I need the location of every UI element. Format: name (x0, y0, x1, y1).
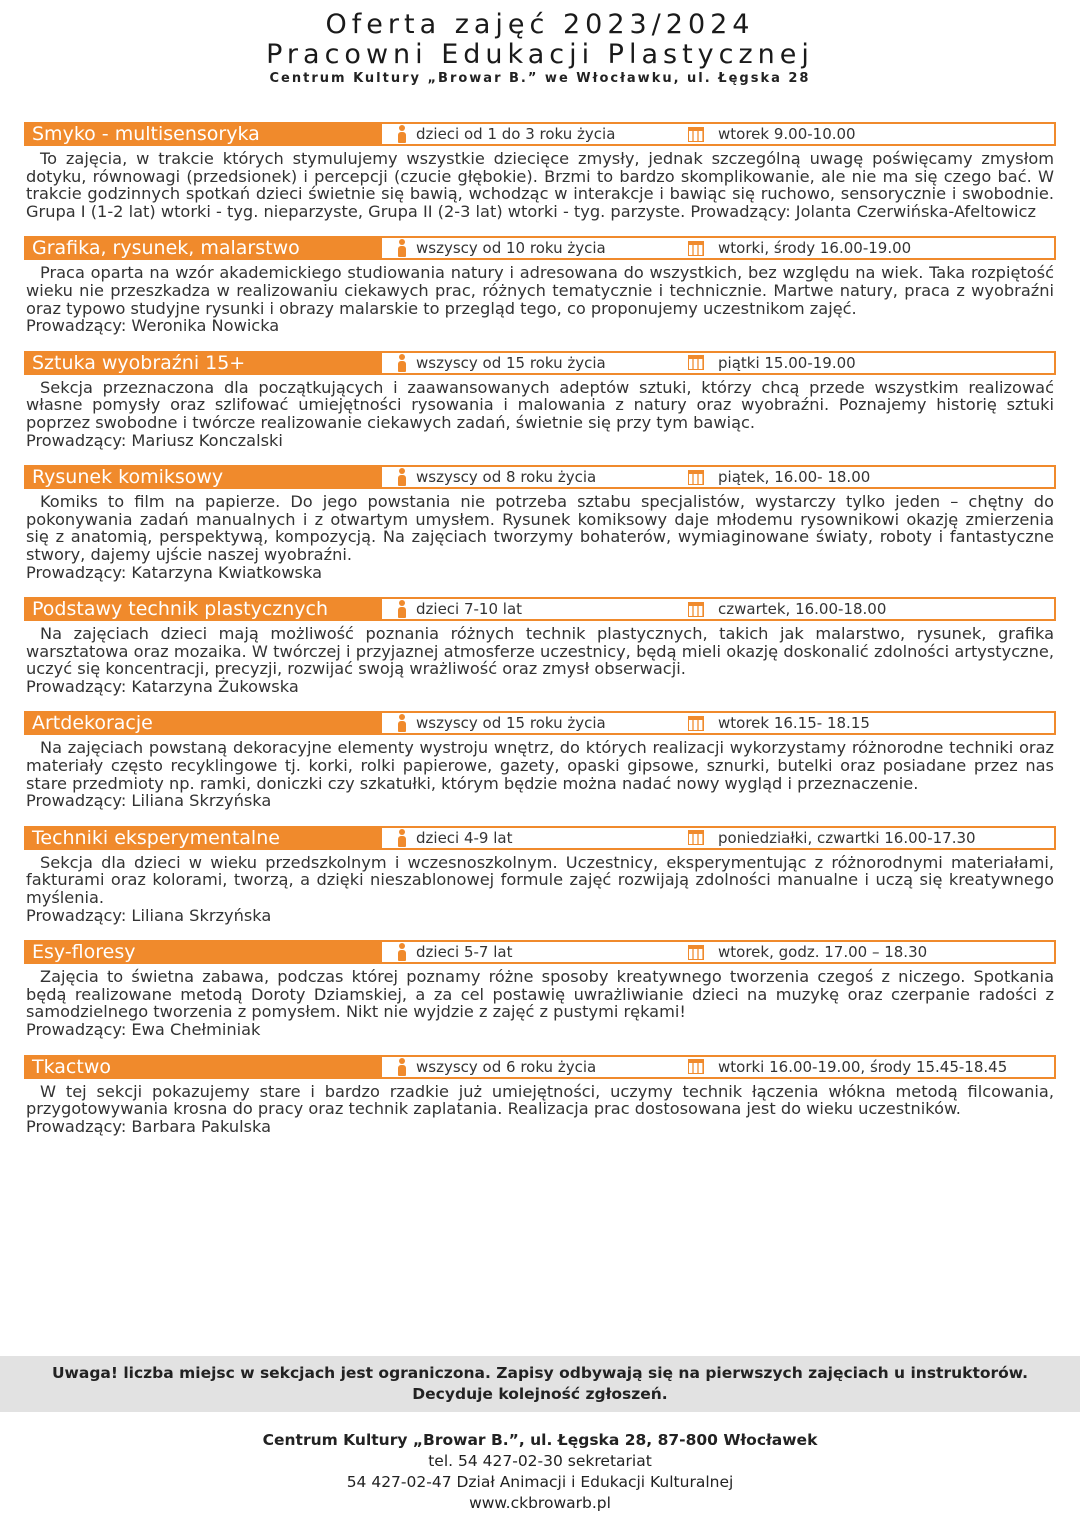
footer-website-link[interactable]: www.ckbrowarb.pl (469, 1494, 611, 1512)
section-header-bar (24, 122, 1056, 146)
section-schedule (688, 468, 870, 486)
schedule-text: czwartek, 16.00-18.00 (718, 600, 887, 619)
section-leader: Prowadzący: Liliana Skrzyńska (26, 791, 272, 811)
section-name: Artdekoracje (26, 713, 382, 733)
person-icon (396, 600, 408, 618)
footer-phone-department: 54 427-02-47 Dział Animacji i Edukacji Kulturalnej (346, 1473, 734, 1491)
section-leader: Prowadzący: Weronika Nowicka (26, 316, 280, 336)
section-description: Na zajęciach dzieci mają możliwość poznania różnych technik plastycznych, takich jak malarstwo, rysunek, grafika warsztatowa oraz mozaika. W twórczej i przyjaznej atmosferze uczestnicy, będą mieli okazję doskonalić zdolności artystyczne, uczyć się koncentracji, precyzji, rozwijać swoją wrażliwość oraz zmysł obserwacji. (26, 624, 1054, 679)
section-description: Zajęcia to świetna zabawa, podczas której poznamy różne sposoby kreatywnego tworzenia czegoś z niczego. Spotkania będą realizowane metodą Doroty Dziamskiej, a za cel postawię uwrażliwianie dzieci na muzykę oraz czerpanie radości z samodzielnego tworzenia z pomysłem. Nikt nie wyjdzie z zajęć z pustymi rękami! (26, 967, 1054, 1022)
section-schedule (688, 239, 911, 257)
section-leader: Prowadzący: Ewa Chełminiak (26, 1020, 261, 1039)
section-age (396, 829, 688, 847)
calendar-icon (688, 945, 704, 960)
section-name: Techniki eksperymentalne (26, 828, 382, 848)
calendar-icon (688, 602, 704, 617)
calendar-icon (688, 716, 704, 731)
section-header-bar (24, 940, 1056, 964)
section (24, 1055, 1056, 1136)
section-header-bar (24, 236, 1056, 260)
age-text: wszyscy od 8 roku życia (416, 468, 597, 487)
age-text: wszyscy od 6 roku życia (416, 1057, 597, 1076)
section-name: Grafika, rysunek, malarstwo (26, 238, 382, 258)
section-name: Smyko - multisensoryka (26, 124, 382, 144)
section-age (396, 125, 688, 143)
section-leader: Prowadzący: Mariusz Konczalski (26, 430, 283, 450)
section-schedule (688, 600, 886, 618)
section-schedule (688, 943, 927, 961)
section (24, 826, 1056, 924)
calendar-icon (688, 470, 704, 485)
age-text: dzieci od 1 do 3 roku życia (416, 125, 616, 143)
section-age (396, 239, 688, 257)
section-name: Esy-floresy (26, 942, 382, 962)
section-header-bar (24, 711, 1056, 735)
section-description: Komiks to film na papierze. Do jego powstania nie potrzeba sztabu specjalistów, wystarczy tylko jeden – chętny do pokonywania zadań manualnych i z otwartym umysłem. Rysunek komiksowy daje młodemu rysownikowi okazję zmierzenia się z anatomią, perspektywą, kompozycją. Na zajęciach tworzymy bohaterów, wymiaginowane światy, roboty i fantastyczne stwory, dajemy ujście naszej wyobraźni. (26, 492, 1054, 564)
age-text: wszyscy od 15 roku życia (416, 714, 606, 733)
schedule-text: wtorki 16.00-19.00, środy 15.45-18.45 (718, 1057, 1008, 1076)
page-header (0, 0, 1080, 87)
section-leader: Prowadzący: Katarzyna Żukowska (26, 676, 299, 696)
section-description: Sekcja przeznaczona dla początkujących i zaawansowanych adeptów sztuki, którzy chcą przede wszystkim realizować własne pomysły oraz szlifować umiejętności rysowania i malowania z natury oraz wyobraźni. Poznajemy historię sztuki poprzez swobodne i twórcze realizowanie ciekawych zadań, świetnie się przy tym bawiąc. (26, 377, 1054, 432)
notice-line: Uwaga! liczba miejsc w sekcjach jest ograniczona. Zapisy odbywają się na pierwszych zajęciach u instruktorów. (51, 1364, 1029, 1382)
age-text: wszyscy od 10 roku życia (416, 239, 606, 258)
section-description: Na zajęciach powstaną dekoracyjne elementy wystroju wnętrz, do których realizacji wykorzystamy różnorodne techniki oraz materiały często recyklingowe tj. korki, rolki papierowe, gazety, opaski gipsowe, sznurki, butelki oraz posiadane przez nas stare przedmioty np. ramki, doniczki czy szkatułki, którym będzie można nadać nowy wygląd i przeznaczenie. (26, 738, 1054, 793)
section-header-bar (24, 465, 1056, 489)
schedule-text: wtorek 9.00-10.00 (718, 125, 856, 143)
section-schedule (688, 1058, 1007, 1076)
footer-address: Centrum Kultury „Browar B.”, ul. Łęgska 28, 87-800 Włocławek (262, 1431, 818, 1449)
section-leader: Prowadzący: Barbara Pakulska (26, 1116, 272, 1136)
section-age (396, 468, 688, 486)
calendar-icon (688, 830, 704, 845)
section-leader: Prowadzący: Liliana Skrzyńska (26, 905, 272, 925)
section-header-bar (24, 597, 1056, 621)
schedule-text: piątek, 16.00- 18.00 (718, 468, 871, 487)
calendar-icon (688, 355, 704, 370)
section-description: W tej sekcji pokazujemy stare i bardzo rzadkie już umiejętności, uczymy technik łączenia włókna metodą filcowania, przygotowywania krosna do pracy oraz technik zaplatania. Realizacja prac dostosowana jest do wieku uczestników. (26, 1081, 1054, 1119)
person-icon (396, 125, 408, 143)
age-text: dzieci 7-10 lat (416, 600, 523, 619)
age-text: dzieci 4-9 lat (416, 828, 513, 847)
section-age (396, 1058, 688, 1076)
section-name: Podstawy technik plastycznych (26, 599, 382, 619)
section-schedule (688, 125, 856, 143)
sections-list (0, 122, 1080, 1151)
page-title: Oferta zajęć 2023/2024 (325, 9, 755, 40)
section-age (396, 600, 688, 618)
section-name: Sztuka wyobraźni 15+ (26, 353, 382, 373)
section (24, 236, 1056, 334)
page-subtitle: Pracowni Edukacji Plastycznej (266, 39, 814, 70)
section (24, 122, 1056, 220)
section (24, 351, 1056, 449)
section-name: Tkactwo (26, 1057, 382, 1077)
footer (0, 1430, 1080, 1514)
schedule-text: wtorki, środy 16.00-19.00 (718, 239, 912, 258)
section (24, 711, 1056, 809)
section-age (396, 714, 688, 732)
person-icon (396, 1058, 408, 1076)
section-schedule (688, 354, 856, 372)
section-leader: Prowadzący: Katarzyna Kwiatkowska (26, 562, 323, 582)
section-description: Sekcja dla dzieci w wieku przedszkolnym i wczesnoszkolnym. Uczestnicy, eksperymentując z różnorodnymi materiałami, fakturami oraz kolorami, tworzą, a dzięki nieszablonowej formule zajęć rozwijają zdolności manualne i uczą się kreatywnego myślenia. (26, 852, 1054, 908)
notice-line: Decyduje kolejność zgłoszeń. (412, 1385, 668, 1403)
person-icon (396, 468, 408, 486)
section (24, 940, 1056, 1038)
section-description: To zajęcia, w trakcie których stymulujemy wszystkie dziecięce zmysły, jednak szczególną uwagę poświęcamy zmysłom dotyku, równowagi (przedsionek) i percepcji (czucie głębokie). Brzmi to bardzo skomplikowanie, ale nie ma się czego bać. W trakcie godzinnych spotkań dzieci świetnie się bawią, wchodząc w interakcje i bawiąc się ruchowo, sensorycznie i swobodnie. Grupa I (1-2 lat) wtorki - tyg. nieparzyste, Grupa II (2-3 lat) wtorki - tyg. parzyste. Prowadzący: Jolanta Czerwińska-Afeltowicz (26, 149, 1054, 221)
schedule-text: wtorek 16.15- 18.15 (718, 714, 870, 733)
footer-phone: tel. 54 427-02-30 sekretariat (428, 1452, 652, 1470)
section-schedule (688, 714, 870, 732)
calendar-icon (688, 1059, 704, 1074)
section-age (396, 354, 688, 372)
schedule-text: piątki 15.00-19.00 (718, 353, 856, 372)
section (24, 465, 1056, 581)
schedule-text: wtorek, godz. 17.00 – 18.30 (718, 943, 928, 962)
person-icon (396, 829, 408, 847)
person-icon (396, 714, 408, 732)
person-icon (396, 239, 408, 257)
calendar-icon (688, 241, 704, 256)
notice-banner (0, 1356, 1080, 1412)
person-icon (396, 354, 408, 372)
section-description: Praca oparta na wzór akademickiego studiowania natury i adresowana do wszystkich, bez względu na wiek. Taka rozpiętość wieku nie przeszkadza w realizowaniu ciekawych prac, różnych tematycznie i technicznie. Martwe natury, praca z wyobraźni oraz typowo studyjne rysunki i obrazy malarskie to przegląd tego, co proponujemy uczestnikom zajęć. (26, 263, 1054, 318)
organizer-address: Centrum Kultury „Browar B.” we Włocławku, ul. Łęgska 28 (269, 71, 811, 86)
age-text: dzieci 5-7 lat (416, 943, 513, 962)
person-icon (396, 943, 408, 961)
section-schedule (688, 829, 976, 847)
section-header-bar (24, 351, 1056, 375)
age-text: wszyscy od 15 roku życia (416, 353, 606, 372)
section-age (396, 943, 688, 961)
calendar-icon (688, 127, 704, 142)
section-header-bar (24, 1055, 1056, 1079)
section (24, 597, 1056, 695)
schedule-text: poniedziałki, czwartki 16.00-17.30 (718, 828, 976, 847)
section-header-bar (24, 826, 1056, 850)
section-name: Rysunek komiksowy (26, 467, 382, 487)
